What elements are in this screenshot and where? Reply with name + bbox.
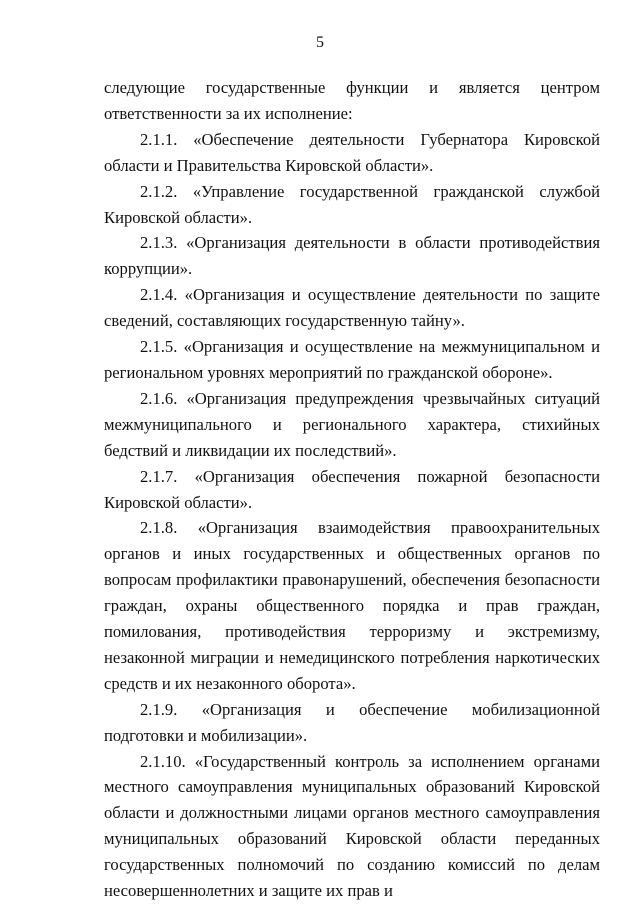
paragraph-2-1-5: 2.1.5. «Организация и осуществление на межмуниципальном и региональном уровнях мероприятий по гражданской обороне». [104,337,600,382]
paragraph-2-1-1: 2.1.1. «Обеспечение деятельности Губернатора Кировской области и Правительства Кировской области». [104,129,600,175]
paragraph-intro: следующие государственные функции и является центром ответственности за их исполнение: [104,78,600,123]
paragraph-2-1-10: 2.1.10. «Государственный контроль за исполнением органами местного самоуправления муниципальных образований Кировской области и должностными лицами органов местного самоуправления муниципальных образований Кировской области переданных государственных полномочий по созданию комиссий по делам несовершеннолетних и защите их прав и [104,751,600,901]
paragraph-2-1-3: 2.1.3. «Организация деятельности в области противодействия коррупции». [104,233,600,279]
paragraph-2-1-8: 2.1.8. «Организация взаимодействия правоохранительных органов и иных государственных и общественных органов по вопросам профилактики правонарушений, обеспечения безопасности граждан, охраны общественного порядка и прав граждан, помилования, противодействия терроризму и экстремизму, незаконной миграции и немедицинского потребления наркотических средств и их незаконного оборота». [104,518,600,693]
paragraph-2-1-7: 2.1.7. «Организация обеспечения пожарной безопасности Кировской области». [104,466,600,512]
document-body [104,75,600,904]
page-number: 5 [316,34,324,51]
paragraph-2-1-2: 2.1.2. «Управление государственной гражданской службой Кировской области». [104,181,600,227]
paragraph-2-1-9: 2.1.9. «Организация и обеспечение мобилизационной подготовки и мобилизации». [104,699,600,745]
paragraph-2-1-4: 2.1.4. «Организация и осуществление деятельности по защите сведений, составляющих государственную тайну». [104,285,600,331]
paragraph-2-1-6: 2.1.6. «Организация предупреждения чрезвычайных ситуаций межмуниципального и регионального характера, стихийных бедствий и ликвидации их последствий». [104,388,600,460]
